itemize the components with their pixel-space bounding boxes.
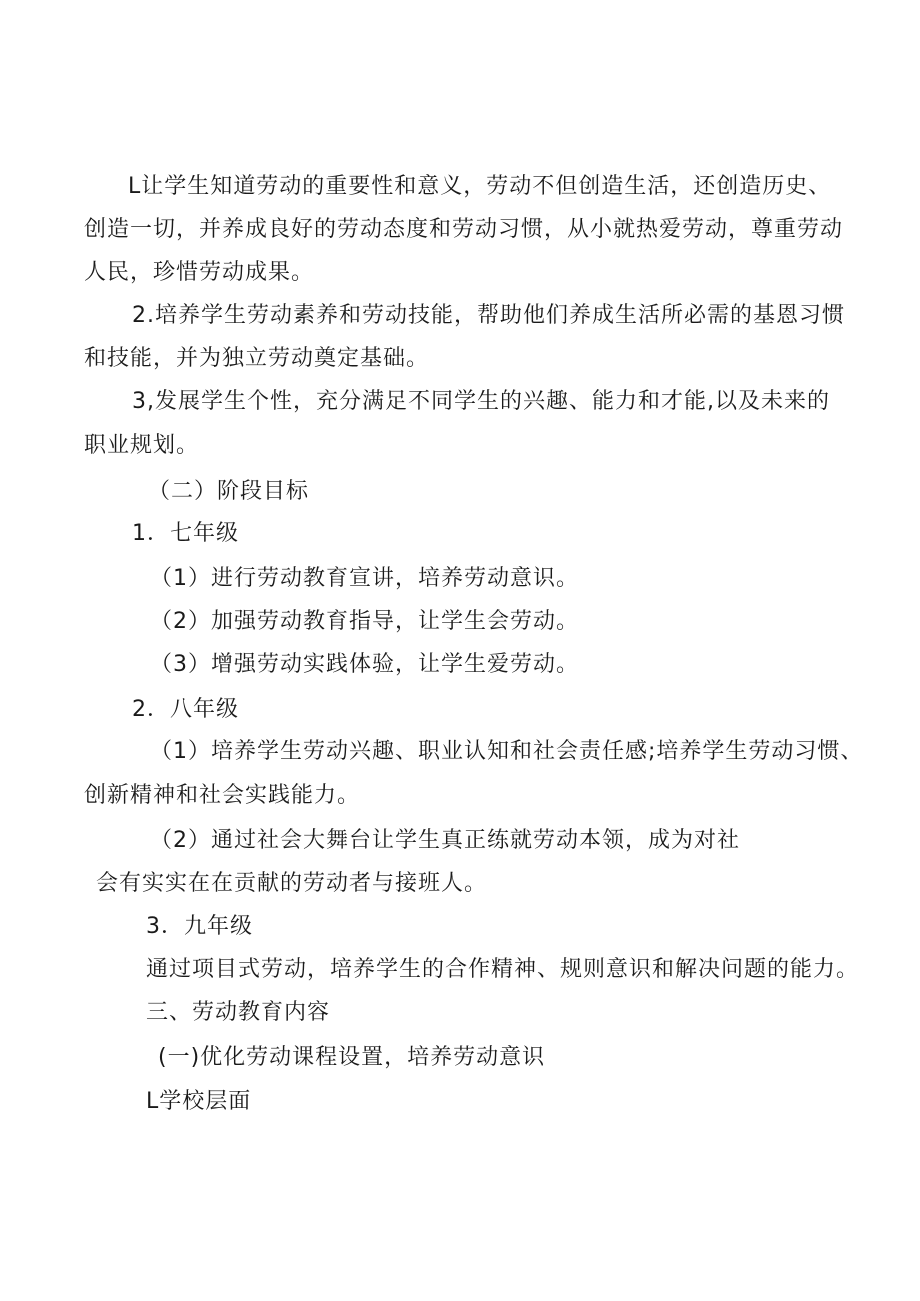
subsection-heading: (一)优化劳动课程设置，培养劳动意识 <box>158 1045 546 1070</box>
section-heading: （二）阶段目标 <box>148 479 310 504</box>
list-item: （2）通过社会大舞台让学生真正练就劳动本领，成为对社 <box>150 828 740 853</box>
text-line: 会有实实在在贡献的劳动者与接班人。 <box>96 871 488 896</box>
text-line: 创造一切，并养成良好的劳动态度和劳动习惯，从小就热爱劳动，尊重劳动 <box>84 217 844 242</box>
list-item: （1）进行劳动教育宣讲，培养劳动意识。 <box>150 566 579 591</box>
grade-heading: 1．七年级 <box>132 521 239 546</box>
text-line: 2.培养学生劳动素养和劳动技能，帮助他们养成生活所必需的基恩习惯 <box>132 303 845 328</box>
list-item: （2）加强劳动教育指导，让学生会劳动。 <box>150 609 579 634</box>
text-line: 通过项目式劳动，培养学生的合作精神、规则意识和解决问题的能力。 <box>146 957 860 982</box>
text-line: 创新精神和社会实践能力。 <box>84 783 361 808</box>
list-item: （1）培养学生劳动兴趣、职业认知和社会责任感;培养学生劳动习惯、 <box>150 739 864 764</box>
text-line: 人民，珍惜劳动成果。 <box>84 260 315 285</box>
text-line: 和技能，并为独立劳动奠定基础。 <box>84 346 430 371</box>
list-item: （3）增强劳动实践体验，让学生爱劳动。 <box>150 652 579 677</box>
subsection-heading: L学校层面 <box>146 1089 252 1114</box>
grade-heading: 3．九年级 <box>146 914 253 939</box>
text-line: L让学生知道劳动的重要性和意义，劳动不但创造生活，还创造历史、 <box>128 174 832 199</box>
text-line: 职业规划。 <box>84 433 200 458</box>
grade-heading: 2．八年级 <box>132 697 239 722</box>
text-line: 3,发展学生个性，充分满足不同学生的兴趣、能力和才能,以及未来的 <box>132 389 830 414</box>
section-heading: 三、劳动教育内容 <box>146 1000 331 1025</box>
